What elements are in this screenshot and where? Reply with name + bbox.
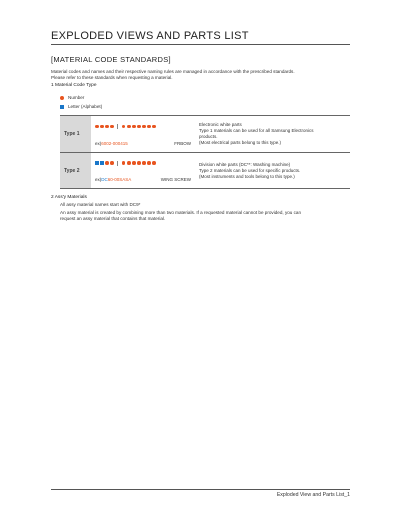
legend-number-label: Number — [68, 95, 85, 100]
number-mark — [127, 161, 131, 165]
table-row — [60, 153, 350, 189]
code-pattern — [95, 123, 191, 131]
letter-mark — [100, 161, 104, 165]
example-code-part: SASA — [119, 177, 132, 182]
intro-line-2: Please refer to these standards when requesting a material. — [51, 75, 173, 80]
item-2-line-1: An assy material is created by combining more than two materials. If a requested material cannot be provided, you can — [60, 210, 302, 215]
example-prefix: ex) — [95, 177, 102, 182]
legend-letter-label: Letter (Alphabet) — [68, 104, 103, 109]
number-mark — [132, 161, 136, 165]
page-title: EXPLODED VIEWS AND PARTS LIST — [51, 30, 249, 42]
type-cell: Type 2 — [60, 153, 91, 189]
number-mark — [122, 125, 126, 129]
table-row — [60, 116, 350, 153]
example-name: FRBOW — [174, 140, 191, 146]
code-pattern — [95, 159, 191, 167]
letter-mark — [95, 161, 99, 165]
example-prefix: ex) — [95, 140, 102, 146]
number-mark — [95, 125, 99, 129]
separator-mark — [117, 161, 118, 166]
section-title: [MATERIAL CODE STANDARDS] — [51, 55, 171, 64]
desc-line: Type 2 materials can be used for specific products. — [199, 167, 301, 173]
intro-line-1: Material codes and names and their respective naming rules are managed in accordance with the prescribed standards. — [51, 69, 295, 74]
item-2-heading: 2 Ass'y Materials — [51, 195, 87, 200]
example-row — [95, 141, 191, 146]
blue-square-icon — [60, 105, 64, 109]
desc-line: (Most electrical parts belong to this type.) — [199, 140, 282, 145]
type-cell: Type 1 — [60, 116, 91, 153]
number-mark — [127, 125, 131, 129]
description-cell — [195, 116, 350, 153]
desc-line: Electronic white parts — [199, 122, 242, 127]
code-cell — [91, 153, 195, 189]
desc-line: (Most instruments and tools belong to this type.) — [199, 173, 295, 179]
number-mark — [142, 161, 146, 165]
number-mark — [152, 161, 156, 165]
desc-line: Division white parts (DC**: Washing machine) — [199, 161, 291, 167]
number-mark — [152, 125, 156, 129]
number-mark — [105, 125, 109, 129]
example-code-part: 60-00 — [107, 177, 120, 182]
number-mark — [122, 161, 126, 165]
number-mark — [147, 125, 151, 129]
number-mark — [132, 125, 136, 129]
number-mark — [147, 161, 151, 165]
material-code-table — [60, 115, 350, 189]
example-name: WING SCREW — [160, 177, 191, 182]
number-mark — [105, 161, 109, 165]
footer-divider — [51, 489, 350, 490]
orange-dot-icon — [60, 96, 64, 100]
desc-line: Type 1 materials can be used for all Samsung Electronics — [199, 128, 314, 133]
number-mark — [110, 125, 114, 129]
separator-mark — [117, 124, 118, 129]
example-row — [95, 177, 191, 182]
example-code-part: 6 — [101, 140, 104, 146]
item-2-line-2: request an assy material that contains that material. — [60, 216, 166, 221]
desc-line: products. — [199, 134, 218, 139]
footer-label: Exploded View and Parts List_1 — [276, 492, 350, 498]
title-divider — [51, 44, 350, 45]
code-cell — [91, 116, 195, 153]
number-mark — [110, 161, 114, 165]
description-cell — [195, 153, 350, 189]
legend-number — [60, 95, 84, 100]
number-mark — [137, 161, 141, 165]
legend-letter — [60, 104, 102, 109]
example-code-part: 002-000415 — [103, 140, 128, 146]
number-mark — [142, 125, 146, 129]
example-code-part: DC — [101, 177, 108, 182]
number-mark — [137, 125, 141, 129]
number-mark — [100, 125, 104, 129]
example-code — [95, 177, 131, 182]
item-2-subheading: All assy material names start with DC9* — [60, 202, 141, 207]
example-code — [95, 141, 128, 146]
item-1-heading: 1 Material Code Type — [51, 83, 97, 88]
